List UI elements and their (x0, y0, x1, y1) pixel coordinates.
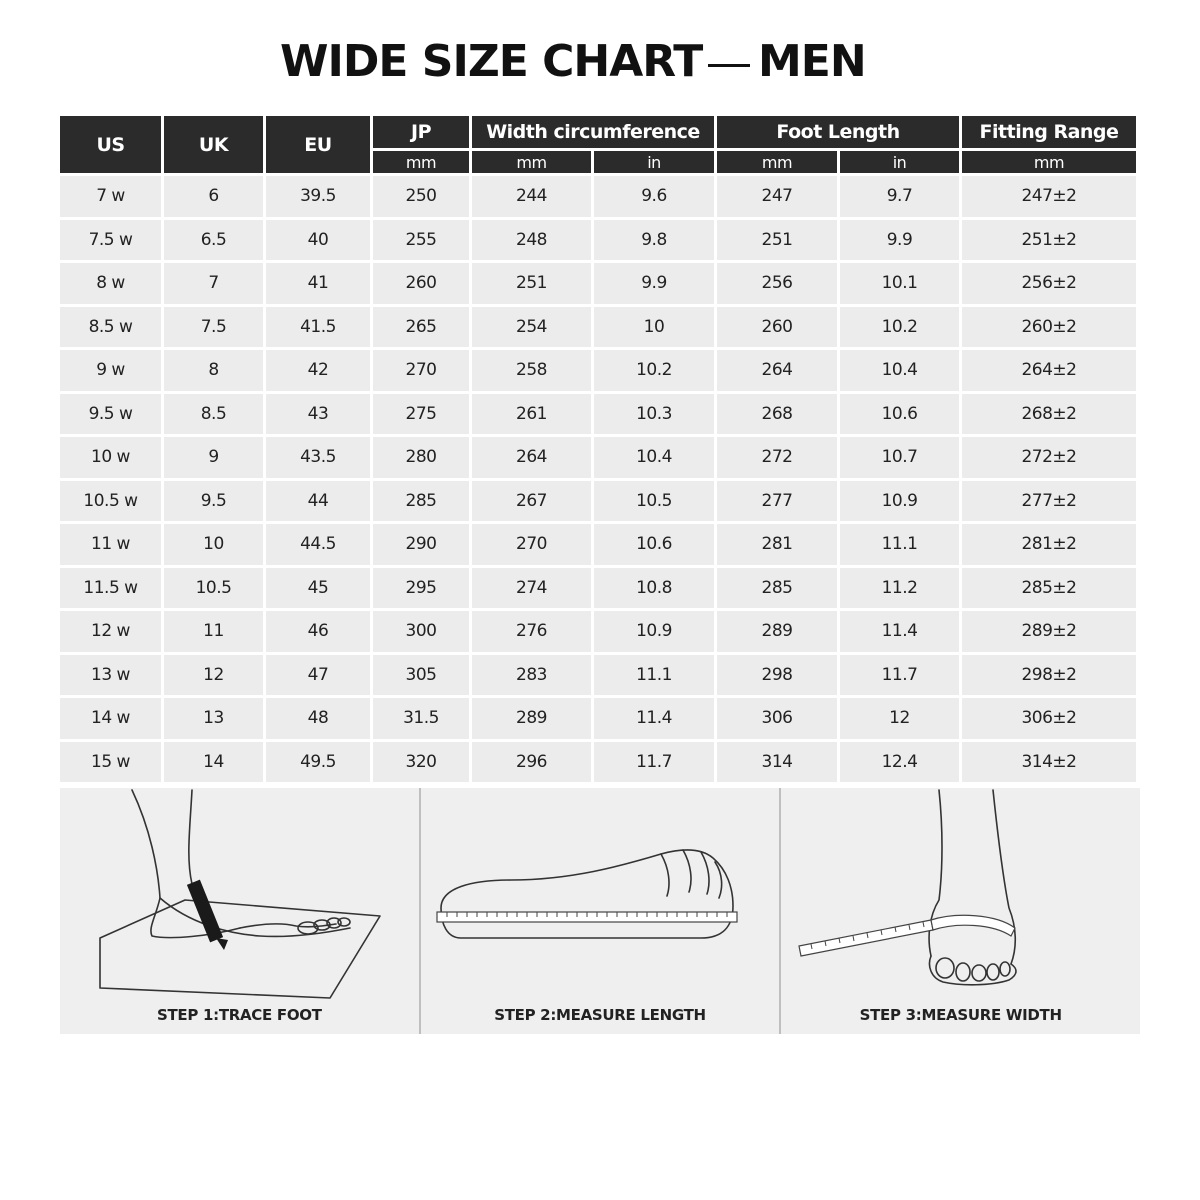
cell-eu: 46 (266, 611, 370, 652)
cell-us: 9 w (60, 350, 161, 391)
cell-foot-in: 11.1 (840, 524, 959, 565)
cell-fitting-range: 298±2 (962, 655, 1136, 696)
cell-width-mm: 267 (472, 481, 591, 522)
cell-foot-mm: 272 (717, 437, 837, 478)
foot-length-icon (421, 788, 779, 1034)
table-row (60, 307, 1136, 348)
cell-uk: 11 (164, 611, 263, 652)
cell-foot-in: 11.2 (840, 568, 959, 609)
cell-foot-mm: 306 (717, 698, 837, 739)
table-row (60, 524, 1136, 565)
cell-width-mm: 283 (472, 655, 591, 696)
unit-foot-in: in (840, 151, 959, 173)
cell-eu: 45 (266, 568, 370, 609)
cell-jp: 270 (373, 350, 469, 391)
cell-foot-mm: 268 (717, 394, 837, 435)
cell-us: 10.5 w (60, 481, 161, 522)
cell-width-mm: 270 (472, 524, 591, 565)
cell-foot-mm: 314 (717, 742, 837, 783)
table-row (60, 394, 1136, 435)
table-row (60, 176, 1136, 217)
cell-fitting-range: 314±2 (962, 742, 1136, 783)
table-row (60, 742, 1136, 783)
cell-eu: 41 (266, 263, 370, 304)
table-row (60, 611, 1136, 652)
table-row (60, 481, 1136, 522)
cell-jp: 305 (373, 655, 469, 696)
step-label-trace: STEP 1:TRACE FOOT (156, 1006, 322, 1024)
cell-us: 7 w (60, 176, 161, 217)
cell-us: 7.5 w (60, 220, 161, 261)
cell-uk: 7.5 (164, 307, 263, 348)
cell-jp: 260 (373, 263, 469, 304)
cell-jp: 255 (373, 220, 469, 261)
cell-foot-in: 10.4 (840, 350, 959, 391)
foot-width-icon (781, 788, 1139, 1034)
cell-width-mm: 248 (472, 220, 591, 261)
cell-fitting-range: 306±2 (962, 698, 1136, 739)
measure-steps (60, 788, 1140, 1034)
cell-foot-in: 10.7 (840, 437, 959, 478)
unit-width-mm: mm (472, 151, 591, 173)
cell-width-mm: 261 (472, 394, 591, 435)
cell-foot-in: 9.9 (840, 220, 959, 261)
cell-jp: 280 (373, 437, 469, 478)
unit-width-in: in (594, 151, 714, 173)
cell-uk: 7 (164, 263, 263, 304)
cell-uk: 6.5 (164, 220, 263, 261)
cell-jp: 265 (373, 307, 469, 348)
cell-fitting-range: 285±2 (962, 568, 1136, 609)
cell-width-mm: 264 (472, 437, 591, 478)
cell-us: 9.5 w (60, 394, 161, 435)
cell-width-in: 9.6 (594, 176, 714, 217)
cell-eu: 49.5 (266, 742, 370, 783)
cell-jp: 285 (373, 481, 469, 522)
cell-us: 10 w (60, 437, 161, 478)
cell-foot-mm: 251 (717, 220, 837, 261)
cell-foot-mm: 264 (717, 350, 837, 391)
cell-fitting-range: 281±2 (962, 524, 1136, 565)
header-eu: EU (266, 116, 370, 173)
chart-title (0, 36, 1200, 96)
cell-eu: 39.5 (266, 176, 370, 217)
cell-width-in: 10.6 (594, 524, 714, 565)
cell-uk: 8 (164, 350, 263, 391)
cell-foot-in: 10.6 (840, 394, 959, 435)
step-label-width: STEP 3:MEASURE WIDTH (859, 1006, 1062, 1024)
cell-width-in: 11.7 (594, 742, 714, 783)
cell-width-in: 11.1 (594, 655, 714, 696)
table-row (60, 698, 1136, 739)
table-row (60, 437, 1136, 478)
cell-foot-in: 10.9 (840, 481, 959, 522)
cell-fitting-range: 264±2 (962, 350, 1136, 391)
cell-foot-in: 9.7 (840, 176, 959, 217)
cell-width-in: 9.8 (594, 220, 714, 261)
cell-eu: 43 (266, 394, 370, 435)
cell-eu: 40 (266, 220, 370, 261)
cell-foot-mm: 260 (717, 307, 837, 348)
cell-width-mm: 274 (472, 568, 591, 609)
cell-fitting-range: 268±2 (962, 394, 1136, 435)
cell-jp: 290 (373, 524, 469, 565)
unit-foot-mm: mm (717, 151, 837, 173)
cell-us: 11 w (60, 524, 161, 565)
header-fitting-range: Fitting Range (962, 116, 1136, 148)
unit-fitting: mm (962, 151, 1136, 173)
cell-uk: 9 (164, 437, 263, 478)
cell-width-in: 10.4 (594, 437, 714, 478)
cell-uk: 9.5 (164, 481, 263, 522)
cell-width-mm: 258 (472, 350, 591, 391)
size-chart-table (57, 113, 1139, 785)
cell-foot-mm: 247 (717, 176, 837, 217)
cell-width-in: 10.8 (594, 568, 714, 609)
cell-width-in: 10 (594, 307, 714, 348)
cell-uk: 6 (164, 176, 263, 217)
table-row (60, 655, 1136, 696)
header-jp: JP (373, 116, 469, 148)
cell-width-in: 11.4 (594, 698, 714, 739)
cell-eu: 44.5 (266, 524, 370, 565)
cell-uk: 13 (164, 698, 263, 739)
cell-foot-in: 12 (840, 698, 959, 739)
cell-jp: 300 (373, 611, 469, 652)
cell-width-mm: 244 (472, 176, 591, 217)
cell-width-mm: 276 (472, 611, 591, 652)
cell-us: 8.5 w (60, 307, 161, 348)
header-us: US (60, 116, 161, 173)
foot-trace-icon (60, 788, 418, 1034)
cell-width-in: 10.3 (594, 394, 714, 435)
cell-foot-mm: 256 (717, 263, 837, 304)
header-uk: UK (164, 116, 263, 173)
cell-fitting-range: 272±2 (962, 437, 1136, 478)
cell-fitting-range: 260±2 (962, 307, 1136, 348)
cell-width-mm: 289 (472, 698, 591, 739)
unit-jp: mm (373, 151, 469, 173)
title-main: WIDE SIZE CHART (280, 36, 703, 87)
cell-foot-mm: 289 (717, 611, 837, 652)
table-row (60, 350, 1136, 391)
step-label-length: STEP 2:MEASURE LENGTH (494, 1006, 706, 1024)
cell-width-mm: 251 (472, 263, 591, 304)
cell-us: 8 w (60, 263, 161, 304)
cell-jp: 295 (373, 568, 469, 609)
cell-us: 11.5 w (60, 568, 161, 609)
step-measure-width (781, 788, 1140, 1034)
cell-us: 15 w (60, 742, 161, 783)
cell-us: 13 w (60, 655, 161, 696)
cell-foot-mm: 277 (717, 481, 837, 522)
cell-width-in: 10.5 (594, 481, 714, 522)
cell-eu: 42 (266, 350, 370, 391)
table-row (60, 263, 1136, 304)
cell-fitting-range: 256±2 (962, 263, 1136, 304)
size-chart-body (60, 176, 1136, 782)
cell-fitting-range: 247±2 (962, 176, 1136, 217)
header-width: Width circumference (472, 116, 714, 148)
cell-jp: 275 (373, 394, 469, 435)
cell-us: 14 w (60, 698, 161, 739)
table-row (60, 568, 1136, 609)
cell-eu: 41.5 (266, 307, 370, 348)
cell-us: 12 w (60, 611, 161, 652)
cell-uk: 12 (164, 655, 263, 696)
cell-foot-in: 10.2 (840, 307, 959, 348)
cell-width-in: 9.9 (594, 263, 714, 304)
cell-foot-in: 11.4 (840, 611, 959, 652)
cell-fitting-range: 289±2 (962, 611, 1136, 652)
cell-foot-mm: 281 (717, 524, 837, 565)
cell-eu: 47 (266, 655, 370, 696)
cell-eu: 44 (266, 481, 370, 522)
step-trace-foot (60, 788, 421, 1034)
cell-eu: 43.5 (266, 437, 370, 478)
header-foot-length: Foot Length (717, 116, 959, 148)
cell-eu: 48 (266, 698, 370, 739)
cell-foot-mm: 285 (717, 568, 837, 609)
cell-jp: 320 (373, 742, 469, 783)
cell-fitting-range: 251±2 (962, 220, 1136, 261)
cell-width-mm: 254 (472, 307, 591, 348)
cell-width-mm: 296 (472, 742, 591, 783)
cell-width-in: 10.9 (594, 611, 714, 652)
title-sub: MEN (758, 36, 866, 87)
cell-fitting-range: 277±2 (962, 481, 1136, 522)
cell-foot-in: 10.1 (840, 263, 959, 304)
cell-foot-in: 12.4 (840, 742, 959, 783)
cell-uk: 8.5 (164, 394, 263, 435)
cell-jp: 31.5 (373, 698, 469, 739)
table-row (60, 220, 1136, 261)
title-dash (708, 64, 750, 67)
cell-foot-mm: 298 (717, 655, 837, 696)
step-measure-length (421, 788, 782, 1034)
cell-width-in: 10.2 (594, 350, 714, 391)
cell-uk: 10.5 (164, 568, 263, 609)
cell-uk: 10 (164, 524, 263, 565)
cell-foot-in: 11.7 (840, 655, 959, 696)
cell-jp: 250 (373, 176, 469, 217)
cell-uk: 14 (164, 742, 263, 783)
